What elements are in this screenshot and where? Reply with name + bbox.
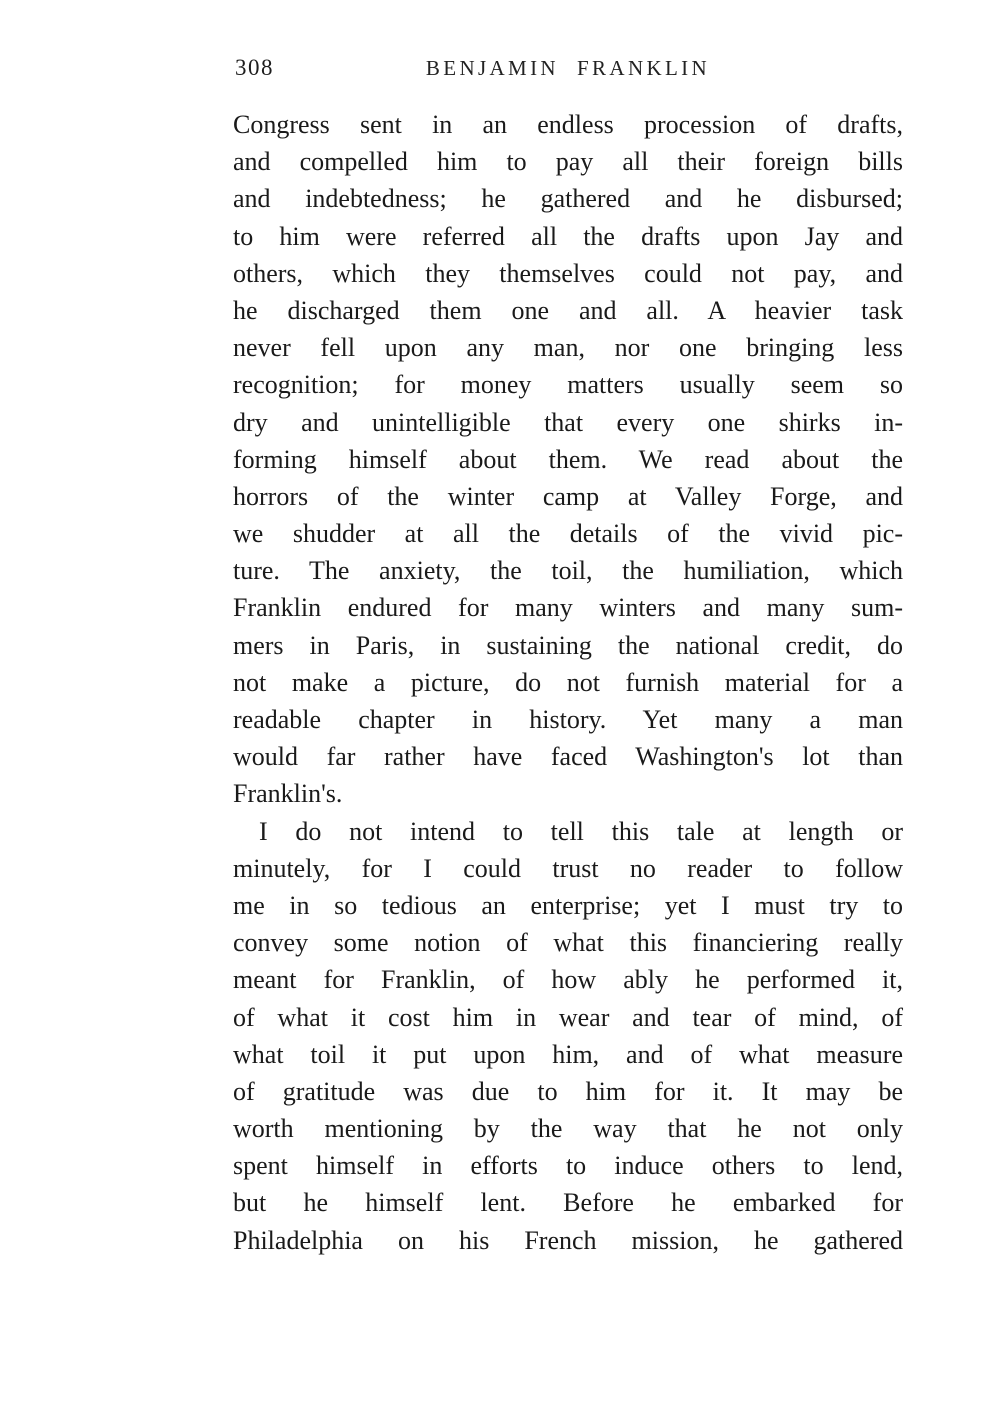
text-line: never fell upon any man, nor one bringing less xyxy=(233,333,903,363)
text-line: worth mentioning by the way that he not only xyxy=(233,1114,903,1144)
text-line: Philadelphia on his French mission, he gathered xyxy=(233,1225,903,1255)
text-line: Franklin's. xyxy=(233,779,343,809)
text-line: spent himself in efforts to induce others to lend, xyxy=(233,1151,903,1181)
text-line: forming himself about them. We read about the xyxy=(233,444,903,474)
running-title: BENJAMIN FRANKLIN xyxy=(425,56,711,80)
text-line: to him were referred all the drafts upon Jay and xyxy=(233,221,903,251)
text-line: Congress sent in an endless procession of drafts, xyxy=(233,110,903,139)
text-line: what toil it put upon him, and of what measure xyxy=(233,1039,903,1069)
text-line: we shudder at all the details of the vivid pic- xyxy=(233,519,903,549)
text-line: recognition; for money matters usually seem so xyxy=(233,370,903,400)
text-line: Franklin endured for many winters and many sum- xyxy=(233,593,903,623)
running-header xyxy=(233,55,903,85)
text-line: he discharged them one and all. A heavier task xyxy=(233,295,903,325)
text-line: me in so tedious an enterprise; yet I must try to xyxy=(233,890,903,920)
text-line: minutely, for I could trust no reader to follow xyxy=(233,853,903,883)
text-line: of what it cost him in wear and tear of mind, of xyxy=(233,1002,903,1032)
text-line: meant for Franklin, of how ably he performed it, xyxy=(233,965,903,995)
text-line: would far rather have faced Washington's lot than xyxy=(233,742,903,772)
text-line: mers in Paris, in sustaining the national credit, do xyxy=(233,630,903,660)
text-line: horrors of the winter camp at Valley Forge, and xyxy=(233,481,903,511)
text-line: others, which they themselves could not pay, and xyxy=(233,258,903,288)
text-line: and indebtedness; he gathered and he disbursed; xyxy=(233,184,903,214)
text-line: readable chapter in history. Yet many a man xyxy=(233,705,903,734)
text-line: dry and unintelligible that every one shirks in- xyxy=(233,407,903,437)
text-line: ture. The anxiety, the toil, the humiliation, which xyxy=(233,556,903,586)
text-line: I do not intend to tell this tale at length or xyxy=(259,816,903,846)
page-number: 308 xyxy=(235,55,274,80)
text-line: but he himself lent. Before he embarked for xyxy=(233,1188,903,1218)
text-line: not make a picture, do not furnish material for a xyxy=(233,667,903,697)
paragraph xyxy=(233,813,903,1259)
text-line: of gratitude was due to him for it. It may be xyxy=(233,1076,903,1106)
text-line: and compelled him to pay all their foreign bills xyxy=(233,147,903,177)
text-block xyxy=(233,106,903,1259)
paragraph xyxy=(233,106,903,813)
text-line: convey some notion of what this financiering really xyxy=(233,928,903,958)
